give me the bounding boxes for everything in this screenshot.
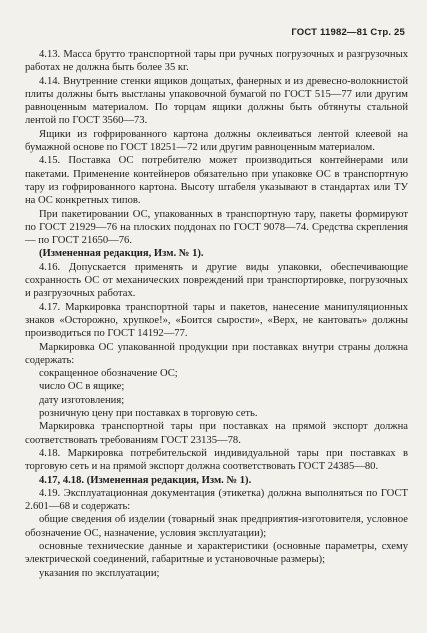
- list-item: указания по эксплуатации;: [39, 567, 160, 579]
- paragraph-4-13: 4.13. Масса брутто транспортной тары при ручных погрузочных и разгрузочных работах не должна быть более 35 кг.: [25, 49, 408, 74]
- list-item: дату изготовления;: [39, 394, 125, 406]
- paragraph-4-15: 4.15. Поставка ОС потребителю может производиться контейнерами или пакетами. Применение контейнеров обязательно при упаковке ОС в транспортную тару из гофрированного картона. Высоту штабеля указывают в стандартах или ТУ на ОС конкретных типов.: [25, 155, 408, 207]
- paragraph-4-14: 4.14. Внутренние стенки ящиков дощатых, фанерных и из древесно-волокнистой плиты должны быть выстланы упаковочной бумагой по ГОСТ 515—77 или другим равноценным материалом. По торцам ящики должны быть обтянуты стальной лентой по ГОСТ 3560—73.: [25, 75, 408, 127]
- list-item: розничную цену при поставках в торговую сеть.: [39, 408, 258, 420]
- document-body: [25, 48, 408, 580]
- paragraph-general-info: общие сведения об изделии (товарный знак предприятия-изготовителя, условное обозначение ОС, назначение, условия эксплуатации);: [25, 514, 408, 539]
- revision-note-2: 4.17, 4.18. (Измененная редакция, Изм. № 1).: [39, 474, 252, 486]
- paragraph-4-17: 4.17. Маркировка транспортной тары и пакетов, нанесение манипуляционных знаков «Осторожно, хрупкое!», «Боится сырости», «Верх, не кантовать» должны производиться по ГОСТ 14192—77.: [25, 301, 408, 340]
- paragraph-packaging: При пакетировании ОС, упакованных в транспортную тару, пакеты формируют по ГОСТ 21929—76 на плоских поддонах по ГОСТ 9078—74. Средства скрепления — по ГОСТ 21650—76.: [25, 208, 408, 247]
- paragraph-cardboard-boxes: Ящики из гофрированного картона должны оклеиваться лентой клеевой на бумажной основе по ГОСТ 18251—72 или другим равноценным материалом.: [25, 128, 408, 154]
- list-item: число ОС в ящике;: [39, 381, 125, 393]
- list-item: сокращенное обозначение ОС;: [39, 368, 178, 380]
- revision-note-1: (Измененная редакция, Изм. № 1).: [39, 248, 204, 260]
- page-header: ГОСТ 11982—81 Стр. 25: [291, 27, 405, 38]
- paragraph-technical-data: основные технические данные и характеристики (основные параметры, схему электрической соединений, габаритные и установочные размеры);: [25, 540, 408, 566]
- paragraph-4-19: 4.19. Эксплуатационная документация (этикетка) должна выполняться по ГОСТ 2.601—68 и содержать:: [25, 487, 408, 513]
- paragraph-4-16: 4.16. Допускается применять и другие виды упаковки, обеспечивающие сохранность ОС от механических повреждений при транспортировке, погрузочных и разгрузочных работах.: [25, 261, 408, 300]
- paragraph-marking-export: Маркировка транспортной тары при поставках на прямой экспорт должна соответствовать требованиям ГОСТ 23135—78.: [25, 421, 408, 446]
- paragraph-marking-domestic: Маркировка ОС упакованной продукции при поставках внутри страны должна содержать:: [25, 341, 408, 366]
- paragraph-4-18: 4.18. Маркировка потребительской индивидуальной тары при поставках в торговую сеть и на прямой экспорт должна соответствовать ГОСТ 24385—80.: [25, 447, 408, 473]
